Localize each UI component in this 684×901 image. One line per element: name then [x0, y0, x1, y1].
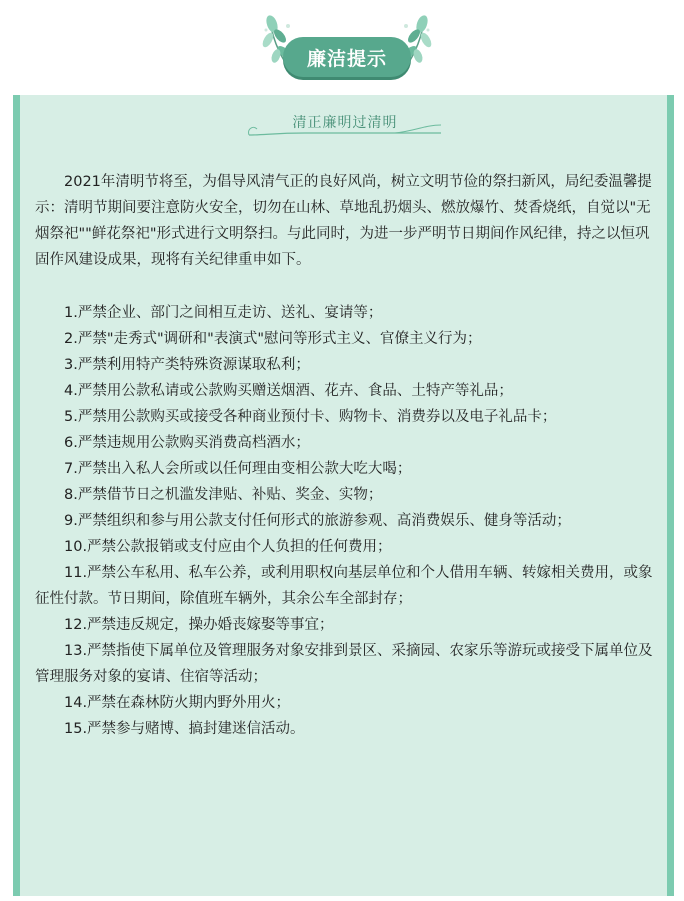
rule-item: 8.严禁借节日之机滥发津贴、补贴、奖金、实物； — [64, 487, 383, 503]
header-title: 廉洁提示 — [283, 37, 411, 77]
rule-item: 10.严禁公款报销或支付应由个人负担的任何费用； — [64, 539, 392, 555]
rule-item: 3.严禁利用特产类特殊资源谋取私利； — [64, 357, 310, 373]
rule-item: 9.严禁组织和参与用公款支付任何形式的旅游参观、高消费娱乐、健身等活动； — [64, 513, 571, 529]
rule-item: 2.严禁"走秀式"调研和"表演式"慰问等形式主义、官僚主义行为； — [64, 331, 482, 347]
rule-item: 5.严禁用公款购买或接受各种商业预付卡、购物卡、消费券以及电子礼品卡； — [64, 409, 557, 425]
rule-item: 15.严禁参与赌博、搞封建迷信活动。 — [64, 721, 305, 737]
header — [0, 0, 684, 95]
subtitle-text: 清正廉明过清明 — [292, 115, 398, 131]
rule-item: 11.严禁公车私用、私车公养，或利用职权向基层单位和个人借用车辆、转嫁相关费用，或象征性付款。节日期间，除值班车辆外，其余公车全部封存； — [35, 565, 653, 607]
rule-item: 1.严禁企业、部门之间相互走访、送礼、宴请等； — [64, 305, 383, 321]
rule-item: 13.严禁指使下属单位及管理服务对象安排到景区、采摘园、农家乐等游玩或接受下属单位及管理服务对象的宴请、住宿等活动； — [35, 643, 653, 685]
rule-item: 7.严禁出入私人会所或以任何理由变相公款大吃大喝； — [64, 461, 412, 477]
rule-item: 4.严禁用公款私请或公款购买赠送烟酒、花卉、食品、土特产等礼品； — [64, 383, 513, 399]
notice-content — [35, 169, 653, 742]
rule-item: 6.严禁违规用公款购买消费高档酒水； — [64, 435, 310, 451]
subtitle-block — [245, 111, 445, 139]
rule-item: 14.严禁在森林防火期内野外用火； — [64, 695, 291, 711]
rule-item: 12.严禁违反规定，操办婚丧嫁娶等事宜； — [64, 617, 334, 633]
intro-paragraph: 2021年清明节将至，为倡导风清气正的良好风尚，树立文明节俭的祭扫新风，局纪委温馨提示：清明节期间要注意防火安全，切勿在山林、草地乱扔烟头、燃放爆竹、焚香烧纸，自觉以"无烟祭祀""鲜花祭祀"形式进行文明祭扫。与此同时，为进一步严明节日期间作风纪律，持之以恒巩固作风建设成果，现将有关纪律重申如下。 — [35, 174, 652, 268]
